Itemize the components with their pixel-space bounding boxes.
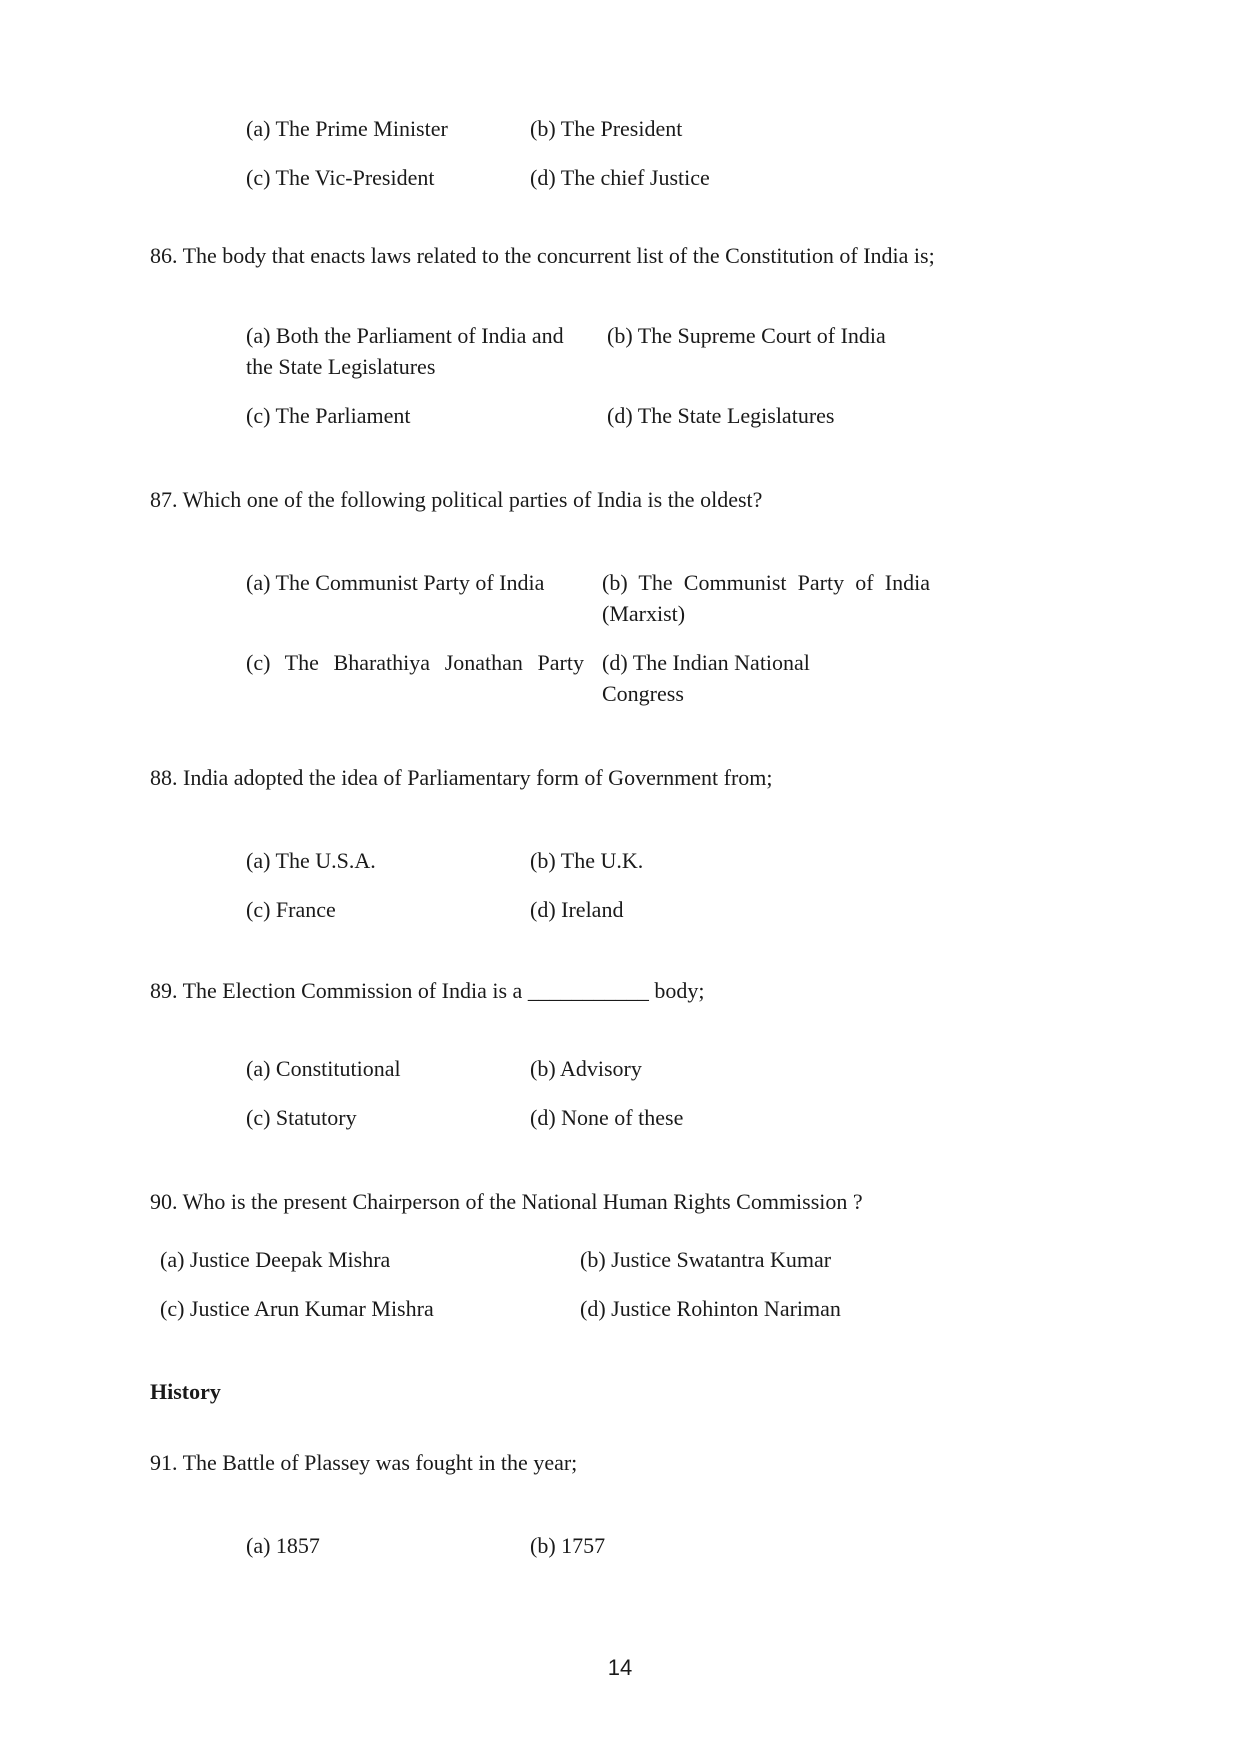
q91-option-b: (b) 1757 xyxy=(530,1533,606,1558)
q87-question: 87. Which one of the following political parties of India is the oldest? xyxy=(150,487,763,512)
q87-option-b: (b) The Communist Party of India (Marxist) xyxy=(602,570,930,626)
q85-option-a: (a) The Prime Minister xyxy=(246,116,448,141)
q88-question: 88. India adopted the idea of Parliamentary form of Government from; xyxy=(150,765,773,790)
q90-question: 90. Who is the present Chairperson of the National Human Rights Commission ? xyxy=(150,1189,863,1214)
q87-option-d: (d) The Indian National Congress xyxy=(602,650,810,706)
q89-option-d: (d) None of these xyxy=(530,1105,684,1130)
q90-option-b: (b) Justice Swatantra Kumar xyxy=(580,1247,832,1272)
q89-option-b: (b) Advisory xyxy=(530,1056,642,1081)
page-number: 14 xyxy=(607,1655,633,1680)
q85-option-c: (c) The Vic-President xyxy=(246,165,435,190)
q89-question: 89. The Election Commission of India is a ___________ body; xyxy=(150,978,705,1003)
q90-option-c: (c) Justice Arun Kumar Mishra xyxy=(160,1296,434,1321)
q88-option-d: (d) Ireland xyxy=(530,897,624,922)
q86-option-a: (a) Both the Parliament of India and the State Legislatures xyxy=(246,323,564,379)
q87-option-c: (c) The Bharathiya Jonathan Party xyxy=(246,650,584,675)
q87-option-a: (a) The Communist Party of India xyxy=(246,570,545,595)
q86-question: 86. The body that enacts laws related to the concurrent list of the Constitution of India is; xyxy=(150,243,935,268)
q85-option-b: (b) The President xyxy=(530,116,683,141)
q88-option-a: (a) The U.S.A. xyxy=(246,848,376,873)
q85-option-d: (d) The chief Justice xyxy=(530,165,710,190)
q91-option-a: (a) 1857 xyxy=(246,1533,320,1558)
q86-option-d: (d) The State Legislatures xyxy=(607,403,835,428)
q91-question: 91. The Battle of Plassey was fought in the year; xyxy=(150,1450,578,1475)
q88-option-c: (c) France xyxy=(246,897,336,922)
q90-option-a: (a) Justice Deepak Mishra xyxy=(160,1247,391,1272)
q89-option-a: (a) Constitutional xyxy=(246,1056,401,1081)
q86-option-b: (b) The Supreme Court of India xyxy=(607,323,886,348)
q86-option-c: (c) The Parliament xyxy=(246,403,411,428)
q89-option-c: (c) Statutory xyxy=(246,1105,357,1130)
q88-option-b: (b) The U.K. xyxy=(530,848,644,873)
q90-option-d: (d) Justice Rohinton Nariman xyxy=(580,1296,841,1321)
section-heading: History xyxy=(150,1379,221,1404)
